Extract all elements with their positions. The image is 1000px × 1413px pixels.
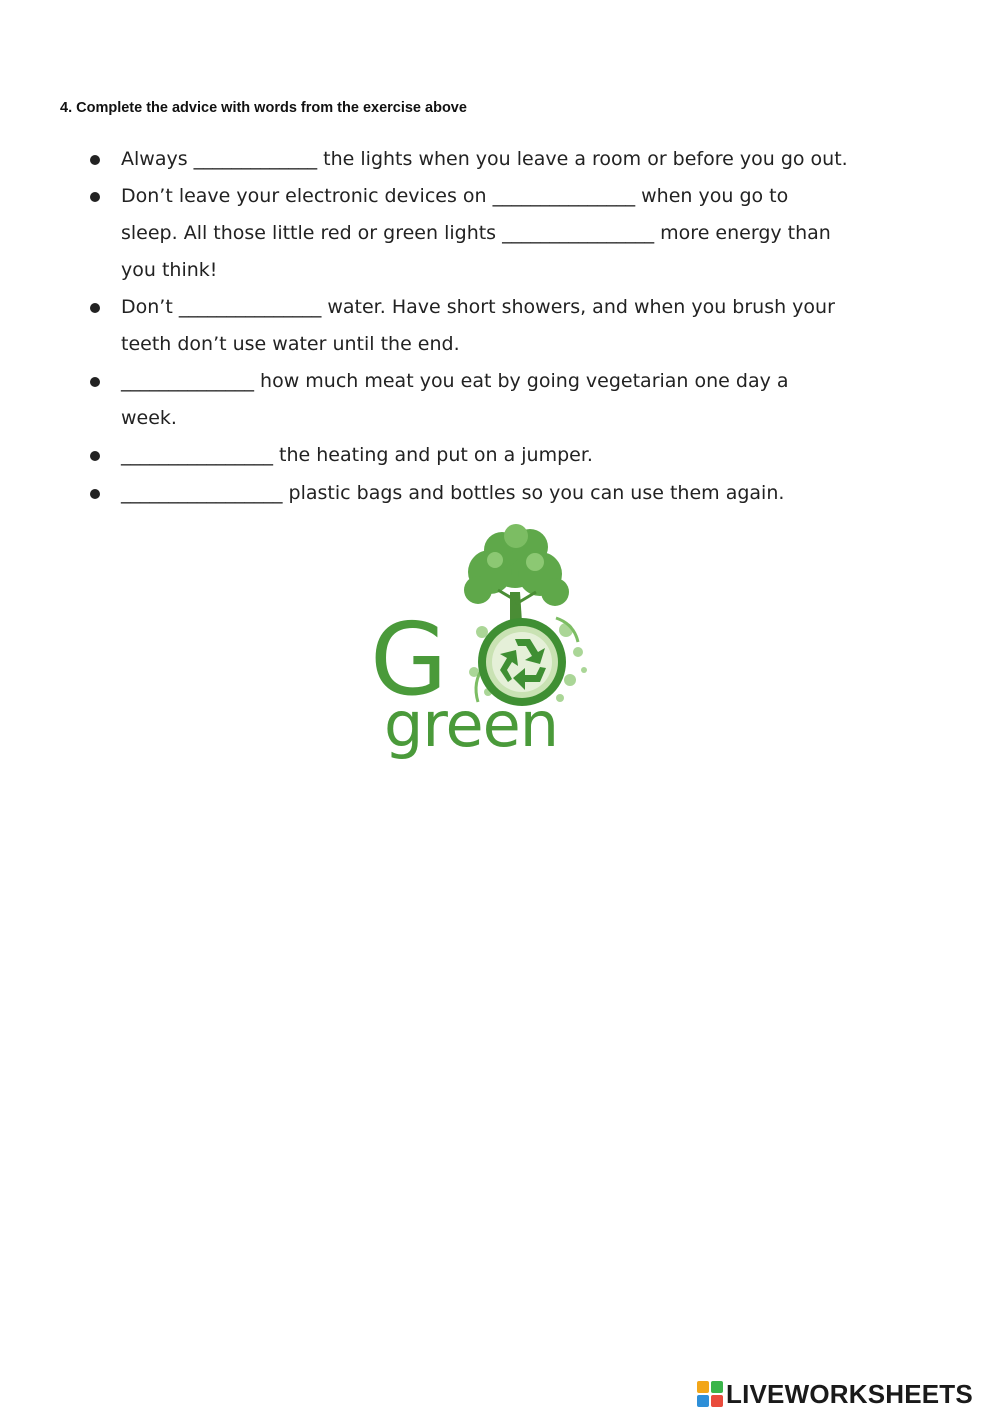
liveworksheets-logo-icon <box>697 1381 723 1407</box>
bullet-icon <box>90 489 100 499</box>
logo-go-text: G <box>370 601 448 718</box>
bullet-icon <box>90 377 100 387</box>
advice-line: ______________ how much meat you eat by going vegetarian one day a <box>121 370 789 392</box>
advice-line: ________________ the heating and put on a jumper. <box>121 444 593 466</box>
advice-line: Don’t leave your electronic devices on _______________ when you go to <box>121 185 789 207</box>
logo-green-text: green <box>384 688 559 761</box>
advice-line: teeth don’t use water until the end. <box>121 333 460 355</box>
go-green-logo <box>370 522 610 762</box>
advice-line: _________________ plastic bags and bottles so you can use them again. <box>121 482 785 504</box>
bullet-icon <box>90 451 100 461</box>
recycle-tree-icon <box>370 522 610 762</box>
bullet-icon <box>90 303 100 313</box>
advice-line: Always _____________ the lights when you leave a room or before you go out. <box>121 148 848 170</box>
advice-line: you think! <box>121 259 218 281</box>
advice-line: week. <box>121 407 177 429</box>
exercise-heading: 4. Complete the advice with words from the exercise above <box>60 100 467 116</box>
bullet-icon <box>90 192 100 202</box>
advice-line: Don’t _______________ water. Have short showers, and when you brush your <box>121 296 835 318</box>
advice-line: sleep. All those little red or green lights ________________ more energy than <box>121 222 831 244</box>
liveworksheets-wordmark: LIVEWORKSHEETS <box>726 1378 973 1409</box>
bullet-icon <box>90 155 100 165</box>
liveworksheets-brand <box>697 1378 973 1410</box>
